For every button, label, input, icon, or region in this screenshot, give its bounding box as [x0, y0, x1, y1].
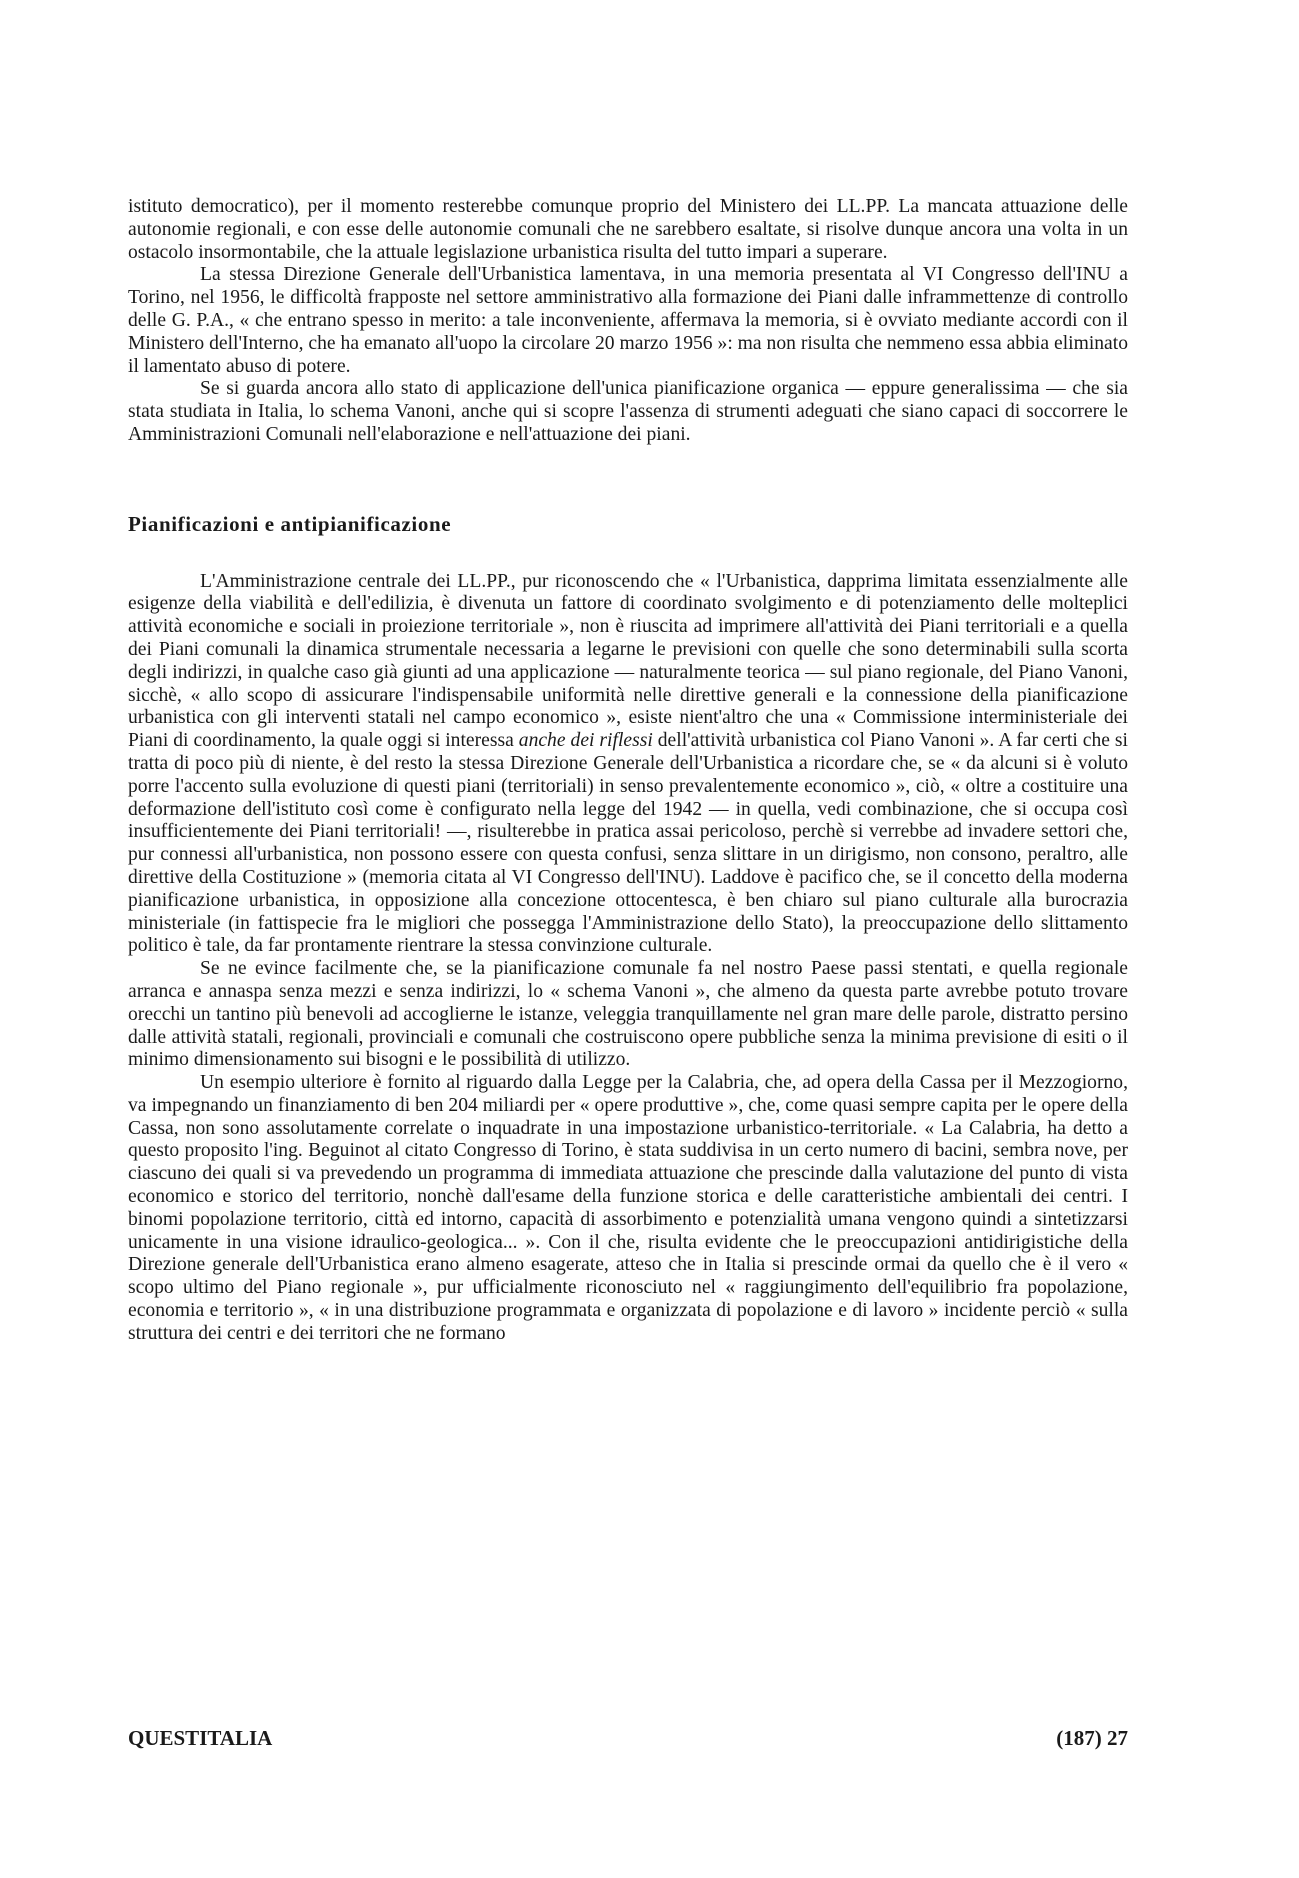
section-heading: Pianificazioni e antipianificazione	[128, 511, 452, 536]
paragraph-text: L'Amministrazione centrale dei LL.PP., pur riconoscendo che « l'Urbanistica, dapprima limitata essenzialmente alle esigenze della viabilità e dell'edilizia, è divenuta un fattore di coordinato svolgimento e di potenziamento delle molteplici attività economiche e sociali in proiezione territoriale », non è riuscita ad imprimere all'attività dei Piani territoriali e a quella dei Piani comunali la dinamica strumentale necessaria a legarne le previsioni con quelle che sono determinabili sulla scorta degli indirizzi, in qualche caso già giunti ad una applicazione — naturalmente teorica — sul piano regionale, del Piano Vanoni, sicchè, « allo scopo di assicurare l'indispensabile uniformità nelle direttive generali e la connessione della pianificazione urbanistica con gli interventi statali nel campo economico », esiste nient'altro che una « Commissione interministeriale dei Piani di coordinamento, la quale oggi si interessa	[128, 570, 1128, 752]
page-body	[128, 196, 1128, 1346]
paragraph: Un esempio ulteriore è fornito al riguardo dalla Legge per la Calabria, che, ad opera della Cassa per il Mezzogiorno, va impegnando un finanziamento di ben 204 miliardi per « opere produttive », che, come quasi sempre capita per le opere della Cassa, non sono assolutamente correlate o inquadrate in una impostazione urbanistico-territoriale. « La Calabria, ha detto a questo proposito l'ing. Beguinot al citato Congresso di Torino, è stata suddivisa in un certo numero di bacini, sembra nove, per ciascuno dei quali si va prevedendo un programma di immediata attuazione che prescinde dalla valutazione del punto di vista economico e storico del territorio, nonchè dall'esame della funzione storica e delle caratteristiche ambientali dei centri. I binomi popolazione territorio, città ed intorno, capacità di assorbimento e potenzialità umana vengono quindi a sintetizzarsi unicamente in una visione idraulico-geologica... ». Con il che, risulta evidente che le preoccupazioni antidirigistiche della Direzione generale dell'Urbanistica erano almeno esagerate, atteso che in Italia si prescinde ormai da quello che è il vero « scopo ultimo del Piano regionale », pur ufficialmente riconosciuto nel « raggiungimento dell'equilibrio fra popolazione, economia e territorio », « in una distribuzione programmata e organizzata di popolazione e di lavoro » incidente perciò « sulla struttura dei centri e dei territori che ne formano	[128, 1072, 1128, 1344]
journal-name: QUESTITALIA	[128, 1726, 273, 1750]
paragraph: Se si guarda ancora allo stato di applicazione dell'unica pianificazione organica — eppure generalissima — che sia stata studiata in Italia, lo schema Vanoni, anche qui si scopre l'assenza di strumenti adeguati che siano capaci di soccorrere le Amministrazioni Comunali nell'elaborazione e nell'attuazione dei piani.	[128, 378, 1128, 445]
paragraph	[128, 571, 1128, 959]
italic-phrase: anche dei riflessi	[518, 730, 653, 752]
paragraph: Se ne evince facilmente che, se la pianificazione comunale fa nel nostro Paese passi stentati, e quella regionale arranca e annaspa senza mezzi e senza indirizzi, lo « schema Vanoni », che almeno da questa parte avrebbe potuto trovare orecchi un tantino più benevoli ad accoglierne le istanze, veleggia tranquillamente nel gran mare delle parole, distratto persino dalle attività statali, regionali, provinciali e comunali che costruiscono opere pubbliche senza la minima previsione di esiti o il minimo dimensionamento sui bisogni e le possibilità di utilizzo.	[128, 958, 1128, 1071]
section-text	[128, 571, 1128, 1346]
intro-text	[128, 196, 1128, 447]
paragraph-text: dell'attività urbanistica col Piano Vanoni ». A far certi che si tratta di poco più di niente, è del resto la stessa Direzione Generale dell'Urbanistica a ricordare che, se « da alcuni si è voluto porre l'accento sulla evoluzione di questi piani (territoriali) in senso prevalentemente economico », ciò, « oltre a costituire una deformazione dell'istituto così come è configurato nella legge del 1942 — in quella, vedi combinazione, che si occupa così insufficientemente dei Piani territoriali! —, risulterebbe in pratica assai pericoloso, perchè si verrebbe ad invadere settori che, pur connessi all'urbanistica, non possono essere con questa confusi, senza slittare in un dirigismo, non consono, peraltro, alle direttive della Costituzione » (memoria citata al VI Congresso dell'INU). Laddove è pacifico che, se il concetto della moderna pianificazione urbanistica, in opposizione alla concezione ottocentesca, è ben chiaro sul piano culturale alla burocrazia ministeriale (in fattispecie fra le migliori che possegga l'Amministrazione dello Stato), la preoccupazione dello slittamento politico è tale, da far prontamente rientrare la stessa convinzione culturale.	[128, 730, 1128, 957]
paragraph: La stessa Direzione Generale dell'Urbanistica lamentava, in una memoria presentata al VI Congresso dell'INU a Torino, nel 1956, le difficoltà frapposte nel settore amministrativo alla formazione dei Piani dalle inframmettenze di controllo delle G. P.A., « che entrano spesso in merito: a tale inconveniente, affermava la memoria, si è ovviato mediante accordi con il Ministero dell'Interno, che ha emanato all'uopo la circolare 20 marzo 1956 »: ma non risulta che nemmeno essa abbia eliminato il lamentato abuso di potere.	[128, 264, 1128, 377]
page-number: (187) 27	[1056, 1726, 1128, 1750]
paragraph: istituto democratico), per il momento resterebbe comunque proprio del Ministero dei LL.PP. La mancata attuazione delle autonomie regionali, e con esse delle autonomie comunali che ne sarebbero esaltate, si risolve dunque ancora una volta in un ostacolo insormontabile, che la attuale legislazione urbanistica risulta del tutto impari a superare.	[128, 196, 1128, 263]
